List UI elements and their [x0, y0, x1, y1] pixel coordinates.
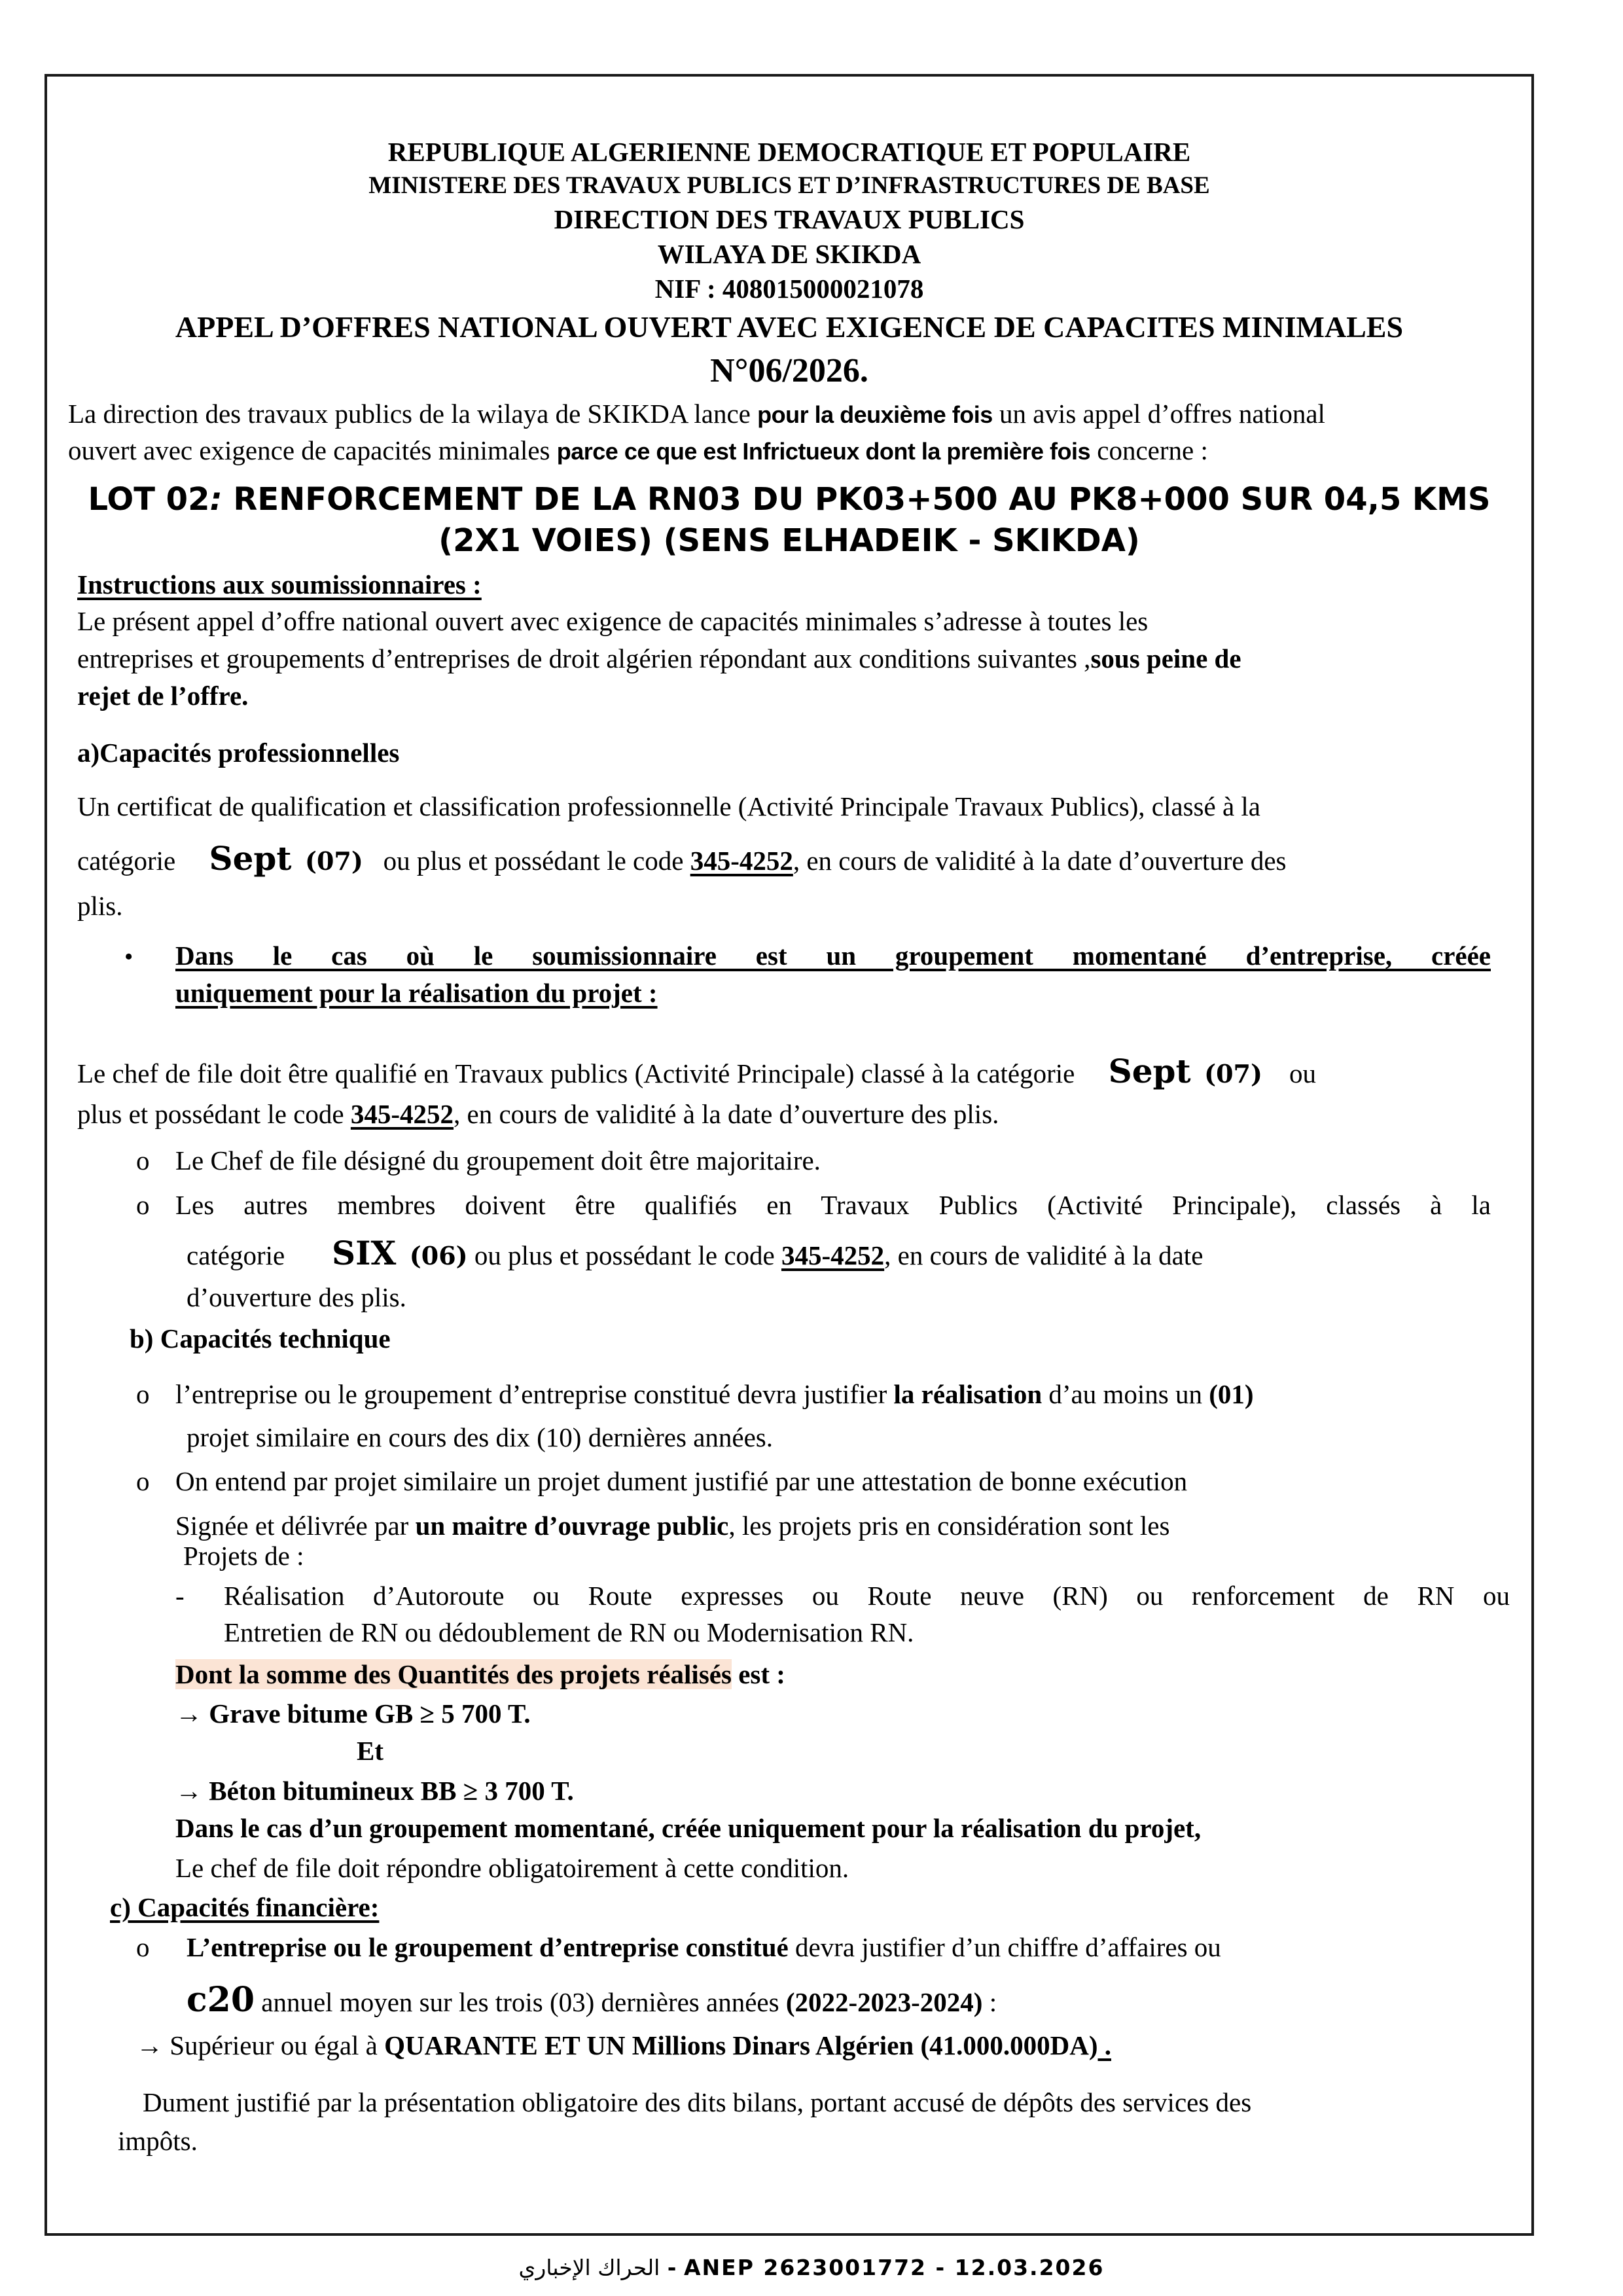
intro-text: concerne :	[1097, 435, 1208, 465]
anep-reference: ANEP 2623001772 - 12.03.2026	[684, 2255, 1105, 2280]
text: , en cours de validité à la date	[884, 1240, 1204, 1270]
section-a-line-1: Un certificat de qualification et classification professionnelle (Activité Principale Travaux Publics), classé à la	[77, 791, 1260, 821]
arrow-right-icon: →	[136, 2030, 163, 2060]
grave-bitume-requirement: → Grave bitume GB ≥ 5 700 T.	[175, 1698, 531, 1729]
text: :	[982, 1987, 997, 2017]
circle-bullet-icon: o	[136, 1145, 150, 1175]
text: Supérieur ou égal à	[163, 2030, 385, 2060]
text: , les projets pris en considération sont les	[728, 1511, 1170, 1541]
section-a-heading: a)Capacités professionnelles	[77, 738, 400, 768]
text: plus et possédant le code	[77, 1099, 344, 1129]
text: l’entreprise ou le groupement d’entreprise constitué devra justifier	[175, 1379, 887, 1409]
text: Le chef de file doit être qualifié en Travaux publics (Activité Principale) classé à la catégorie	[77, 1058, 1075, 1088]
intro-line-2	[68, 437, 1208, 464]
tender-title: APPEL D’OFFRES NATIONAL OUVERT AVEC EXIGENCE DE CAPACITES MINIMALES	[175, 310, 1404, 344]
financial-line-3	[136, 2032, 1111, 2059]
intro-text: ouvert avec exigence de capacités minimales	[68, 435, 550, 465]
text: d’au moins un	[1048, 1379, 1202, 1409]
header-wilaya: WILAYA DE SKIKDA	[657, 239, 921, 269]
activity-code: 345-4252	[350, 1099, 454, 1129]
lot-title-line-1	[45, 481, 1534, 518]
activity-code: 345-4252	[781, 1240, 885, 1270]
instructions-heading: Instructions aux soumissionnaires :	[77, 569, 482, 600]
group-condition-line-1: Dans le cas où le soumissionnaire est un groupement momentané d’entreprise, créée	[175, 941, 1491, 971]
group-condition-note: Dans le cas d’un groupement momentané, créée uniquement pour la réalisation du projet,	[175, 1813, 1202, 1843]
activity-code: 345-4252	[690, 846, 793, 876]
amount-words: QUARANTE ET UN	[384, 2030, 626, 2060]
text: ou plus et possédant le code	[383, 846, 684, 876]
separator: -	[660, 2255, 684, 2280]
lot-title-line-2: (2X1 VOIES) (SENS ELHADEIK - SKIKDA)	[438, 522, 1140, 559]
intro-text: La direction des travaux publics de la wilaya de SKIKDA lance	[68, 399, 751, 429]
emphasis: un maitre d’ouvrage public	[415, 1511, 729, 1541]
text: catégorie	[187, 1240, 285, 1270]
circle-bullet-icon: o	[136, 1190, 150, 1220]
text: Signée et délivrée par	[175, 1511, 409, 1541]
years: (2022-2023-2024)	[785, 1987, 983, 2017]
chef-condition-note: Le chef de file doit répondre obligatoirement à cette condition.	[175, 1853, 849, 1883]
financial-line-1	[187, 1934, 1221, 1961]
project-types-line-1: Réalisation d’Autoroute ou Route expresses ou Route neuve (RN) ou renforcement de RN ou	[224, 1581, 1510, 1611]
category-number: (07)	[1204, 1059, 1262, 1088]
sub-condition-1: Le Chef de file désigné du groupement doit être majoritaire.	[175, 1145, 821, 1175]
and-connector: Et	[357, 1736, 383, 1766]
header-nif: NIF : 408015000021078	[654, 274, 924, 304]
amount-value: Millions Dinars Algérien (41.000.000DA)	[625, 2030, 1098, 2060]
section-a-line-2	[77, 839, 1287, 878]
category-name: Sept	[209, 839, 292, 878]
header-direction: DIRECTION DES TRAVAUX PUBLICS	[554, 204, 1025, 234]
instructions-p2	[77, 645, 1241, 672]
publication-name: الحراك الإخباري	[518, 2255, 660, 2280]
footer-reference	[0, 2255, 1623, 2280]
technical-item-2-line-2	[175, 1513, 1169, 1539]
text: est :	[731, 1659, 785, 1689]
header-ministry: MINISTERE DES TRAVAUX PUBLICS ET D’INFRASTRUCTURES DE BASE	[368, 172, 1210, 199]
quantities-sum-label	[175, 1661, 785, 1688]
circle-bullet-icon: o	[136, 1379, 150, 1409]
section-a-line-3: plis.	[77, 891, 123, 921]
intro-text: un avis appel d’offres national	[999, 399, 1325, 429]
sub-condition-2-line-3: d’ouverture des plis.	[187, 1282, 406, 1312]
highlighted-text: Dont la somme des Quantités des projets réalisés	[175, 1659, 732, 1689]
text: annuel moyen sur les trois (03) dernières années	[255, 1987, 786, 2017]
sub-condition-2-line-1: Les autres membres doivent être qualifiés en Travaux Publics (Activité Principale), classés à la	[175, 1190, 1491, 1220]
emphasis: la réalisation	[893, 1379, 1043, 1409]
emphasis: (01)	[1209, 1379, 1254, 1409]
category-number: (06)	[409, 1241, 468, 1270]
category-name: Sept	[1108, 1052, 1191, 1090]
instructions-text: entreprises et groupements d’entreprises de droit algérien répondant aux conditions suivantes ,	[77, 643, 1091, 673]
group-condition-line-2: uniquement pour la réalisation du projet :	[175, 978, 658, 1008]
financial-justification-line-2: impôts.	[118, 2126, 198, 2156]
section-c-heading: c) Capacités financière:	[110, 1892, 380, 1922]
lot-colon: :	[209, 481, 223, 518]
intro-emphasis: parce ce que est Infrictueux dont la première fois	[556, 438, 1091, 465]
text: devra justifier d’un chiffre d’affaires ou	[788, 1932, 1221, 1962]
text: ou plus et possédant le code	[474, 1240, 775, 1270]
text: , en cours de validité à la date d’ouverture des	[793, 846, 1287, 876]
intro-line-1	[68, 401, 1514, 427]
technical-item-1-line-2: projet similaire en cours des dix (10) dernières années.	[187, 1422, 773, 1452]
lot-description: RENFORCEMENT DE LA RN03 DU PK03+500 AU PK8+000 SUR 04,5 KMS	[222, 481, 1491, 518]
c20-label: c20	[187, 1980, 255, 2020]
text: catégorie	[77, 846, 176, 876]
technical-item-2-line-3: Projets de :	[183, 1541, 304, 1571]
text: .	[1097, 2030, 1111, 2060]
bullet-icon: •	[124, 943, 134, 971]
beton-bitumineux-requirement: → Béton bitumineux BB ≥ 3 700 T.	[175, 1776, 574, 1806]
circle-bullet-icon: o	[136, 1932, 150, 1962]
sub-condition-2-line-2	[187, 1234, 1204, 1272]
lot-number: LOT 02	[88, 481, 210, 518]
text: ou	[1289, 1058, 1316, 1088]
text: , en cours de validité à la date d’ouverture des plis.	[454, 1099, 999, 1129]
header-republic: REPUBLIQUE ALGERIENNE DEMOCRATIQUE ET POPULAIRE	[387, 137, 1191, 167]
instructions-emphasis: sous peine de	[1090, 643, 1241, 673]
chef-line-1	[77, 1052, 1316, 1090]
section-b-heading: b) Capacités technique	[130, 1323, 391, 1354]
dash-bullet-icon: -	[175, 1581, 185, 1611]
financial-justification-line-1: Dument justifié par la présentation obligatoire des dits bilans, portant accusé de dépôts des services des	[143, 2087, 1252, 2117]
intro-emphasis: pour la deuxième fois	[757, 401, 993, 428]
circle-bullet-icon: o	[136, 1466, 150, 1496]
tender-number: N°06/2026.	[710, 352, 868, 389]
financial-line-2	[187, 1980, 997, 2020]
technical-item-2-line-1: On entend par projet similaire un projet dument justifié par une attestation de bonne exécution	[175, 1466, 1188, 1496]
instructions-p1: Le présent appel d’offre national ouvert avec exigence de capacités minimales s’adresse à toutes les	[77, 606, 1149, 636]
project-types-line-2: Entretien de RN ou dédoublement de RN ou Modernisation RN.	[224, 1617, 914, 1647]
category-number: (07)	[304, 846, 363, 876]
chef-line-2	[77, 1101, 999, 1128]
technical-item-1-line-1	[175, 1381, 1254, 1408]
category-name: SIX	[331, 1234, 397, 1272]
instructions-p3: rejet de l’offre.	[77, 681, 249, 711]
emphasis: L’entreprise ou le groupement d’entreprise constitué	[187, 1932, 789, 1962]
